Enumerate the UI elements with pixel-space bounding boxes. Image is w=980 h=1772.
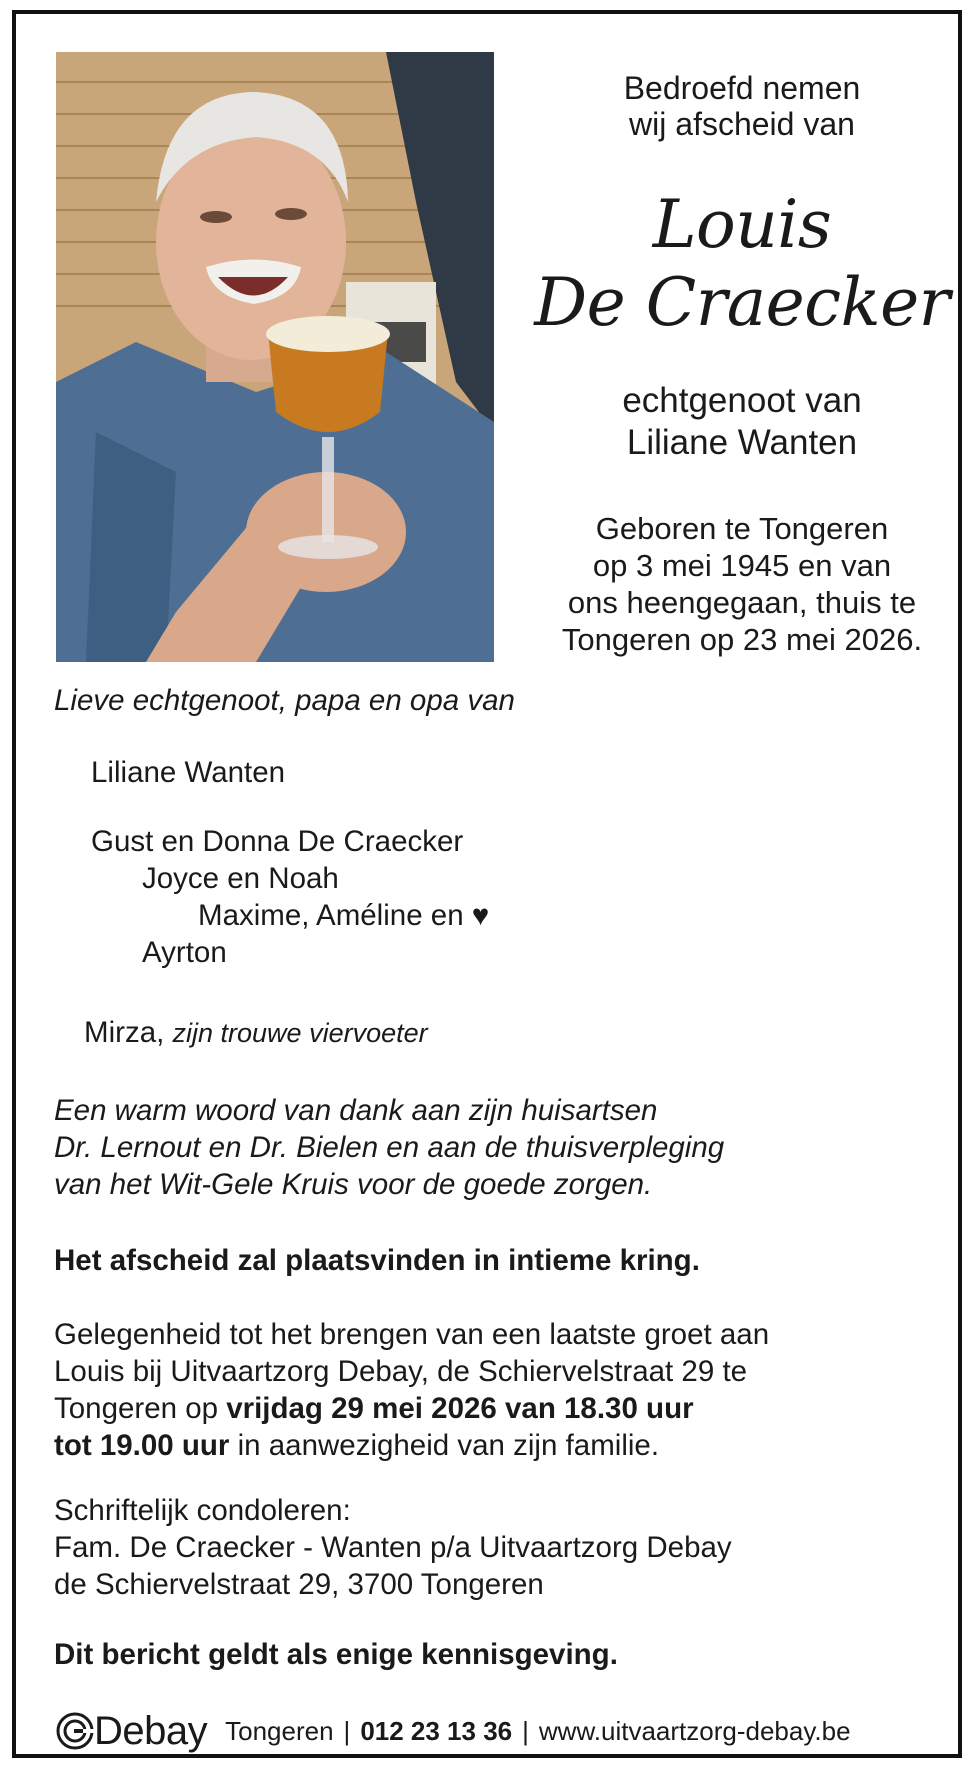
deceased-name: Louis De Craecker: [534, 186, 950, 341]
footer-separator: |: [343, 1715, 351, 1746]
spouse-text: echtgenoot van Liliane Wanten: [622, 381, 862, 462]
thanks-text: Een warm woord van dank aan zijn huisartsen Dr. Lernout en Dr. Bielen en aan de thuisverpleging van het Wit-Gele Kruis voor de goede zorgen.: [54, 1094, 725, 1201]
footer-website-link[interactable]: www.uitvaartzorg-debay.be: [538, 1715, 851, 1746]
debay-logo: Debay: [56, 1709, 207, 1754]
notice-text: Dit bericht geldt als enige kennisgeving.: [54, 1638, 618, 1671]
footer: [56, 1708, 928, 1754]
footer-separator: |: [522, 1715, 529, 1746]
farewell-text: Het afscheid zal plaatsvinden in intieme kring.: [54, 1244, 700, 1277]
family-pet: Mirza, zijn trouwe viervoeter: [84, 1016, 428, 1049]
footer-city: Tongeren: [225, 1715, 334, 1746]
birth-death-text: Geboren te Tongeren op 3 mei 1945 en van ons heengegaan, thuis te Tongeren op 23 mei 2026.: [561, 511, 923, 657]
footer-phone[interactable]: 012 23 13 36: [360, 1715, 513, 1746]
condolence-address: Schriftelijk condoleren: Fam. De Craecker - Wanten p/a Uitvaartzorg Debay de Schiervelstraat 29, 3700 Tongeren: [54, 1494, 732, 1601]
family-heading: Lieve echtgenoot, papa en opa van: [54, 684, 515, 717]
portrait-photo: [56, 52, 494, 662]
visitation-text: Gelegenheid tot het brengen van een laatste groet aan Louis bij Uitvaartzorg Debay, de Schiervelstraat 29 te Tongeren op vrijdag 29 mei 2026 van 18.30 uur tot 19.00 uur in aanwezigheid van zijn familie.: [54, 1318, 770, 1462]
intro-text: Bedroefd nemen wij afscheid van: [623, 70, 861, 142]
family-spouse: Liliane Wanten: [91, 756, 286, 789]
debay-logo-icon: [56, 1712, 94, 1750]
family-descendants: Gust en Donna De Craecker Joyce en Noah Maxime, Améline en ♥ Ayrton: [91, 825, 490, 969]
obituary-card: [12, 10, 962, 1758]
